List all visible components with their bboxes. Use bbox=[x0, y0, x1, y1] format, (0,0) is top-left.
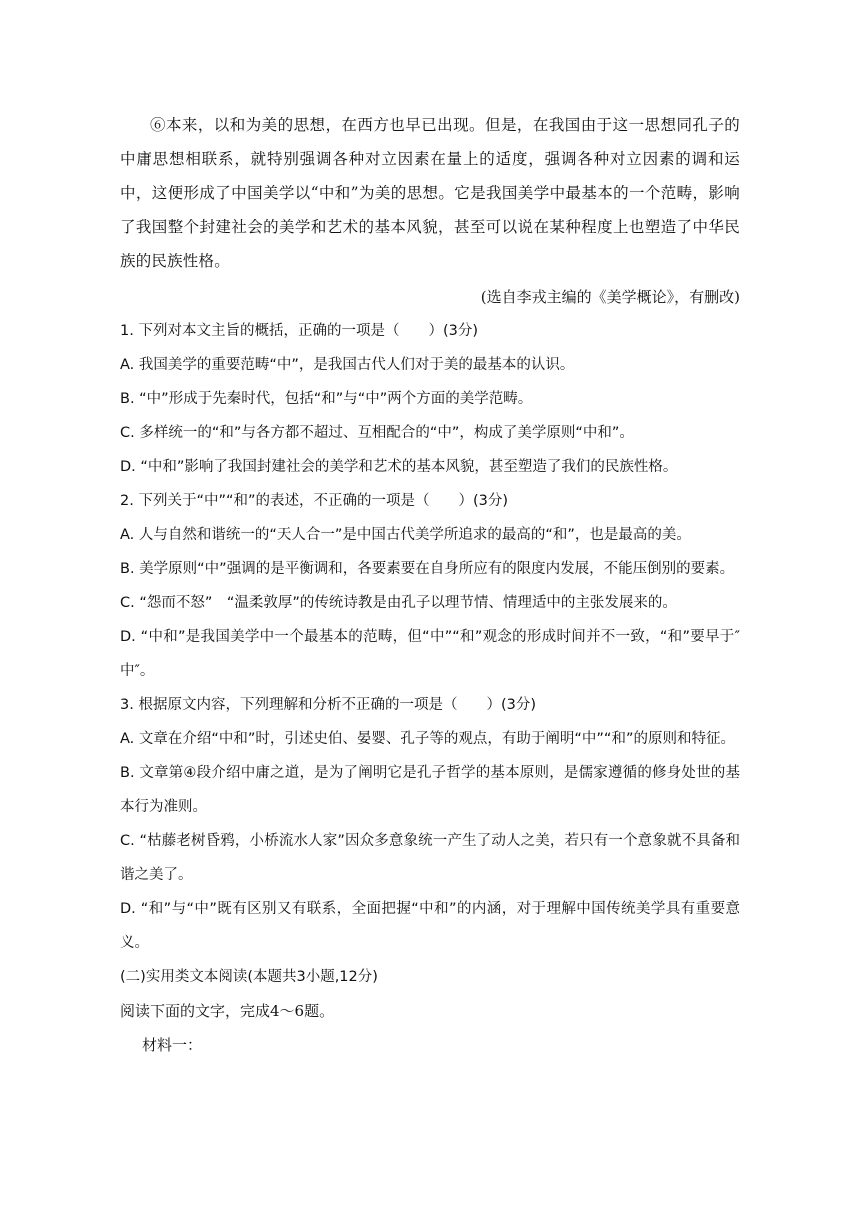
option-a: A. 我国美学的重要范畴“中”，是我国古代人们对于美的最基本的认识。 bbox=[120, 357, 575, 373]
question-stem: 1. 下列对本文主旨的概括，正确的一项是（ ）(3分) bbox=[120, 323, 478, 339]
option-c: C. “枯藤老树昏鸦，小桥流水人家”因众多意象统一产生了动人之美，若只有一个意象就不具备和谐之美了。 bbox=[120, 833, 740, 883]
question-stem: 2. 下列关于“中”“和”的表述，不正确的一项是（ ）(3分) bbox=[120, 493, 509, 509]
question-1 bbox=[120, 314, 740, 484]
passage-paragraph-6: ⑥本来，以和为美的思想，在西方也早已出现。但是，在我国由于这一思想同孔子的中庸思想相联系，就特别强调各种对立因素在量上的适度，强调各种对立因素的调和运中，这便形成了中国美学以“中和”为美的思想。它是我国美学中最基本的一个范畴，影响了我国整个封建社会的美学和艺术的基本风貌，甚至可以说在某种程度上也塑造了中华民族的民族性格。 bbox=[120, 116, 740, 270]
option-d: D. “和”与“中”既有区别又有联系，全面把握“中和”的内涵，对于理解中国传统美学具有重要意义。 bbox=[120, 901, 740, 951]
option-b: B. “中”形成于先秦时代，包括“和”与“中”两个方面的美学范畴。 bbox=[120, 391, 533, 407]
question-2 bbox=[120, 484, 740, 688]
option-d: D. “中和”是我国美学中一个最基本的范畴，但“中”“和”观念的形成时间并不一致，“和”要早于″中″。 bbox=[120, 629, 740, 679]
option-b: B. 美学原则“中”强调的是平衡调和，各要素要在自身所应有的限度内发展，不能压倒别的要素。 bbox=[120, 561, 735, 577]
option-c: C. 多样统一的“和”与各方都不超过、互相配合的“中”，构成了美学原则“中和”。 bbox=[120, 425, 634, 441]
option-a: A. 人与自然和谐统一的“天人合一”是中国古代美学所追求的最高的“和”，也是最高的美。 bbox=[120, 527, 691, 543]
option-c: C. “怨而不怒” “温柔敦厚”的传统诗教是由孔子以理节情、情理适中的主张发展来的。 bbox=[120, 595, 677, 611]
section-2-title: (二)实用类文本阅读(本题共3小题,12分) bbox=[120, 969, 378, 985]
option-d: D. “中和”影响了我国封建社会的美学和艺术的基本风貌，甚至塑造了我们的民族性格。 bbox=[120, 459, 678, 475]
question-stem: 3. 根据原文内容，下列理解和分析不正确的一项是（ ）(3分) bbox=[120, 697, 536, 713]
option-a: A. 文章在介绍“中和”时，引述史伯、晏婴、孔子等的观点，有助于阐明“中”“和”的原则和特征。 bbox=[120, 731, 735, 747]
section-2-instruction: 阅读下面的文字，完成4～6题。 bbox=[120, 1002, 335, 1020]
material-label: 材料一： bbox=[142, 1036, 203, 1054]
option-b: B. 文章第④段介绍中庸之道，是为了阐明它是孔子哲学的基本原则，是儒家遵循的修身处世的基本行为准则。 bbox=[120, 765, 740, 815]
passage-source: (选自李戎主编的《美学概论》，有删改) bbox=[480, 288, 740, 306]
question-3 bbox=[120, 688, 740, 960]
